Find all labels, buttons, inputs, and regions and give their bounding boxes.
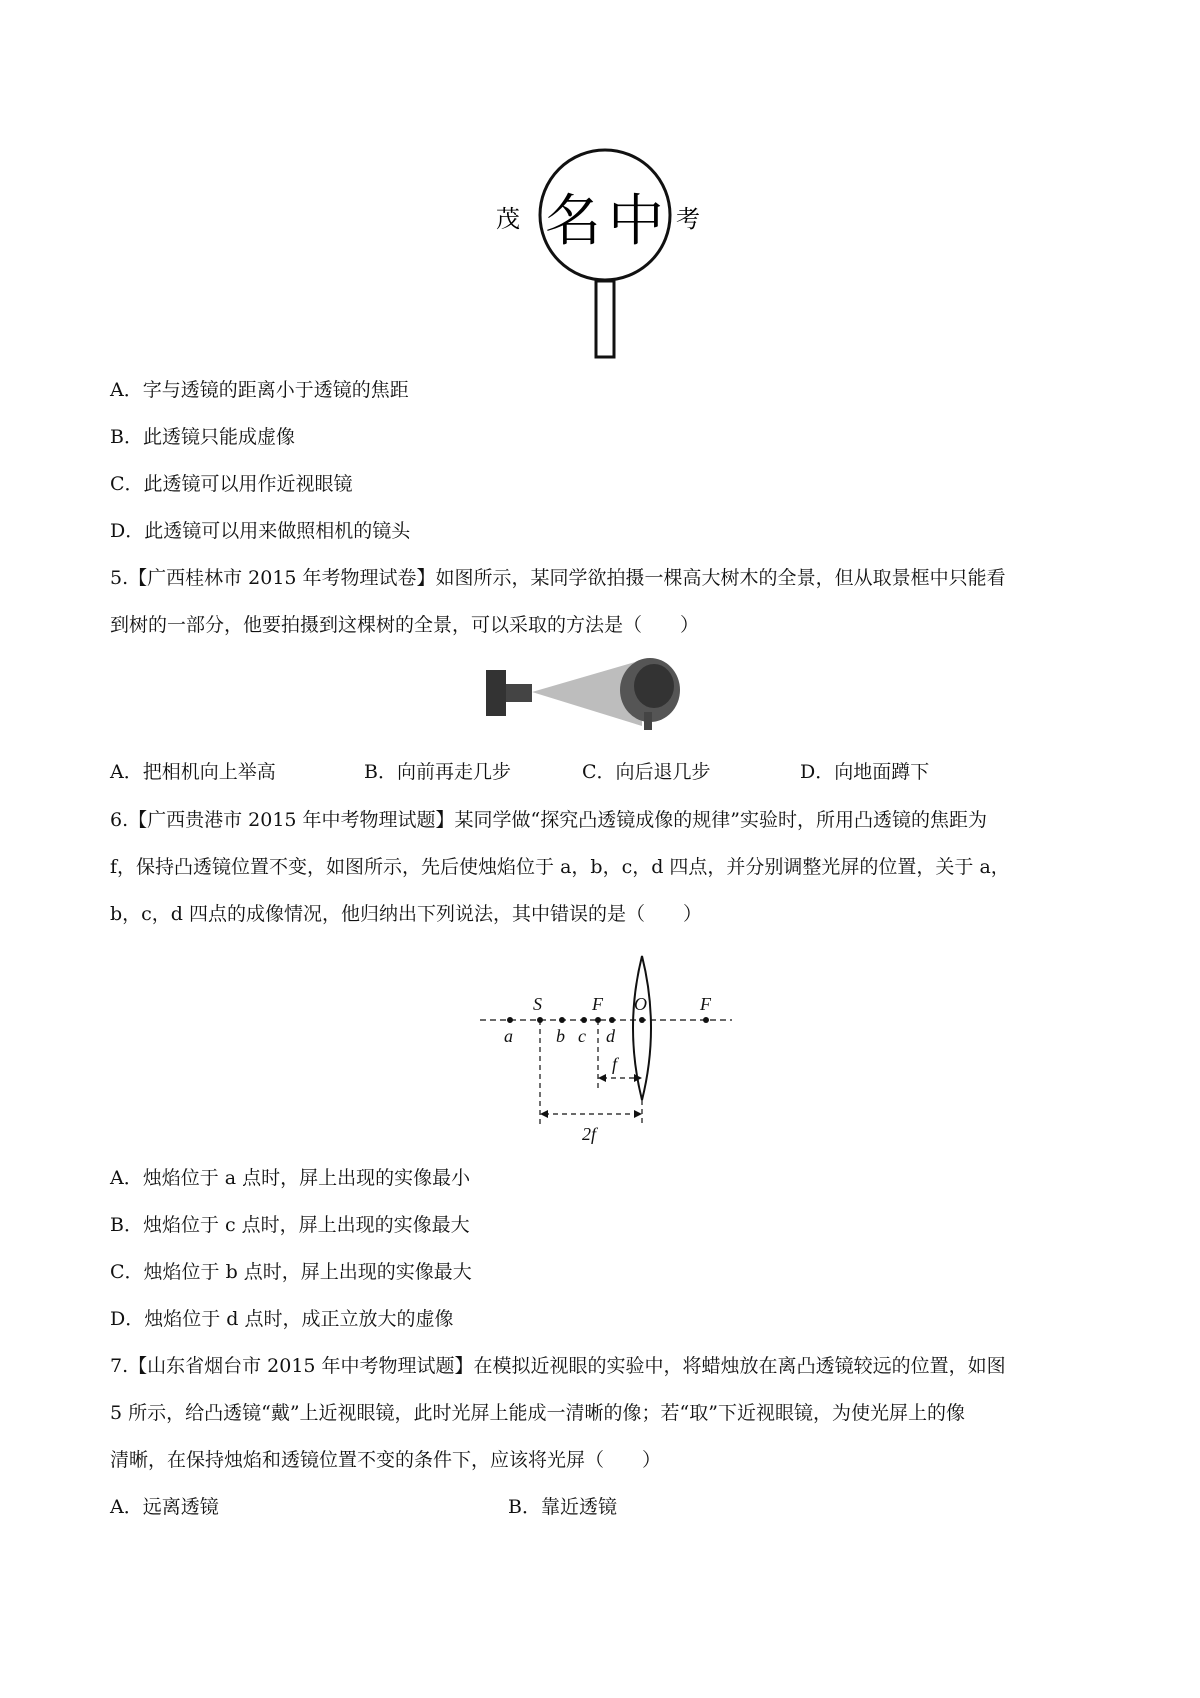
point-b-dot [559, 1017, 565, 1023]
label-2f: 2f [582, 1124, 597, 1144]
camera-tree-figure [482, 652, 688, 732]
point-f2-dot [703, 1017, 709, 1023]
label-c: c [578, 1026, 586, 1046]
q7-option-b: B．靠近透镜 [508, 1496, 617, 1518]
q6-option-c: C．烛焰位于 b 点时，屏上出现的实像最大 [110, 1261, 472, 1283]
q6-option-d: D．烛焰位于 d 点时，成正立放大的虚像 [110, 1308, 454, 1330]
point-d-dot [609, 1017, 615, 1023]
q5-option-b: B．向前再走几步 [364, 761, 511, 783]
label-s: S [533, 994, 542, 1014]
label-b: b [556, 1026, 565, 1046]
magnifier-figure [490, 145, 720, 365]
q7-stem-line1: 7.【山东省烟台市 2015 年中考物理试题】在模拟近视眼的实验中，将蜡烛放在离凸透镜较远的位置，如图 [110, 1355, 1006, 1377]
label-f1: F [592, 994, 603, 1014]
q5-option-d: D．向地面蹲下 [800, 761, 930, 783]
camera-lens [506, 684, 532, 702]
q6-stem-line2: f，保持凸透镜位置不变，如图所示，先后使烛焰位于 a，b，c，d 四点，并分别调整光屏的位置，关于 a， [110, 856, 1010, 878]
q6-option-b: B．烛焰位于 c 点时，屏上出现的实像最大 [110, 1214, 470, 1236]
q4-option-d: D．此透镜可以用来做照相机的镜头 [110, 520, 411, 542]
q6-stem-line3: b，c，d 四点的成像情况，他归纳出下列说法，其中错误的是（ ） [110, 903, 703, 925]
fig1-char-big1: 名 [545, 189, 601, 254]
point-a-dot [507, 1017, 513, 1023]
q4-option-a: A．字与透镜的距离小于透镜的焦距 [110, 379, 409, 401]
q5-stem-line2: 到树的一部分，他要拍摄到这棵树的全景，可以采取的方法是（ ） [110, 614, 700, 636]
label-f: f [612, 1054, 618, 1074]
q5-option-a: A．把相机向上举高 [110, 761, 276, 783]
q7-stem-line2: 5 所示，给凸透镜“戴”上近视眼镜，此时光屏上能成一清晰的像；若“取”下近视眼镜，为使光屏上的像 [110, 1402, 965, 1424]
q5-stem-line1: 5.【广西桂林市 2015 年考物理试卷】如图所示，某同学欲拍摄一棵高大树木的全景，但从取景框中只能看 [110, 567, 1006, 589]
q4-option-c: C．此透镜可以用作近视眼镜 [110, 473, 353, 495]
q5-option-c: C．向后退几步 [582, 761, 711, 783]
lens-diagram [470, 948, 740, 1148]
point-o-dot [639, 1017, 645, 1023]
q7-options [0, 1495, 1200, 1519]
camera-body [486, 670, 506, 716]
fig1-char-left: 茂 [496, 205, 520, 233]
label-a: a [504, 1026, 513, 1046]
q7-stem-line3: 清晰，在保持烛焰和透镜位置不变的条件下，应该将光屏（ ） [110, 1449, 662, 1471]
q6-stem-line1: 6.【广西贵港市 2015 年中考物理试题】某同学做“探究凸透镜成像的规律”实验时，所用凸透镜的焦距为 [110, 809, 987, 831]
label-f2: F [700, 994, 711, 1014]
q7-option-a: A．远离透镜 [110, 1496, 219, 1518]
q6-option-a: A．烛焰位于 a 点时，屏上出现的实像最小 [110, 1167, 471, 1189]
tree-trunk [644, 712, 652, 730]
q4-option-b: B．此透镜只能成虚像 [110, 426, 295, 448]
label-d: d [606, 1026, 615, 1046]
fig1-char-big2: 中 [608, 189, 664, 254]
label-o: O [634, 994, 647, 1014]
q5-options [0, 760, 1200, 784]
point-c-dot [581, 1017, 587, 1023]
fig1-char-right: 考 [676, 205, 700, 233]
